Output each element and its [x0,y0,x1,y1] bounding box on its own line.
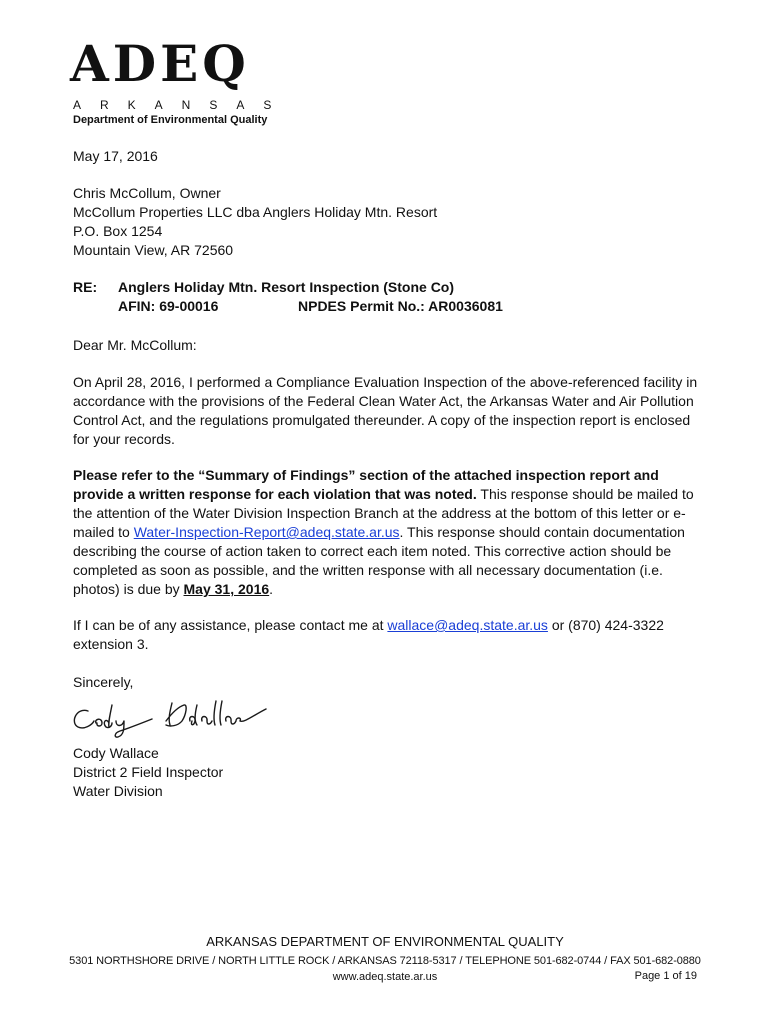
signer-block [73,744,703,801]
paragraph-inspection: On April 28, 2016, I performed a Compliance Evaluation Inspection of the above-referenced facility in accordance with the provisions of the Federal Clean Water Act, the Arkansas Water and Air Pollution Control Act, and the regulations promulgated thereunder. A copy of the inspection report is enclosed for your records. [73,374,698,447]
logo-state: ARKANSAS [73,98,291,112]
department-name: Department of Environmental Quality [73,114,268,126]
paragraph-contact-text-a: If I can be of any assistance, please contact me at [73,617,388,633]
inspector-email-link[interactable]: wallace@adeq.state.ar.us [387,617,548,633]
footer-website: www.adeq.state.ar.us [332,971,438,983]
signer-title: District 2 Field Inspector [73,764,224,780]
recipient-company: McCollum Properties LLC dba Anglers Holiday Mtn. Resort [73,204,438,220]
paragraph-contact [73,616,703,654]
paragraph-response-text-c: . [269,581,274,597]
page-number: Page 1 of 19 [634,970,697,982]
footer-agency: ARKANSAS DEPARTMENT OF ENVIRONMENTAL QUALITY [206,934,564,949]
paragraph-response-text-a: This response should be mailed to the attention of the Water Division Inspection Branch at the address at the bottom of this letter or e-mailed to [73,486,694,540]
recipient-city: Mountain View, AR 72560 [73,242,234,258]
paragraph-response [73,466,703,599]
recipient-po-box: P.O. Box 1254 [73,223,163,239]
re-npdes: NPDES Permit No.: AR0036081 [298,298,503,314]
handwritten-signature [66,693,281,741]
footer-address: 5301 NORTHSHORE DRIVE / NORTH LITTLE ROCK / ARKANSAS 72118-5317 / TELEPHONE 501-682-0744 / FAX 501-682-0880 [69,955,701,967]
inspection-report-email-link[interactable]: Water-Inspection-Report@adeq.state.ar.us [133,524,400,540]
signer-name: Cody Wallace [73,745,159,761]
re-subject: Anglers Holiday Mtn. Resort Inspection (Stone Co) [118,279,455,295]
adeq-logo: ADEQ [70,34,250,93]
re-label: RE: [73,279,98,295]
letter-date: May 17, 2016 [73,148,158,164]
findings-instruction: Please refer to the “Summary of Findings” section of the attached inspection report and provide a written response for each violation that was noted. [73,467,659,502]
due-date: May 31, 2016 [183,581,270,597]
paragraph-contact-text-b: or (870) 424-3322 extension 3. [73,617,664,652]
signer-division: Water Division [73,783,163,799]
closing: Sincerely, [73,674,134,690]
re-afin: AFIN: 69-00016 [118,298,219,314]
recipient-name: Chris McCollum, Owner [73,185,221,201]
recipient-address [73,184,703,260]
salutation: Dear Mr. McCollum: [73,337,197,353]
paragraph-response-text-b: . This response should contain documentation describing the course of action taken to correct each item noted. This corrective action should be completed as soon as possible, and the written response with all necessary documentation (i.e. photos) is due by [73,524,685,597]
